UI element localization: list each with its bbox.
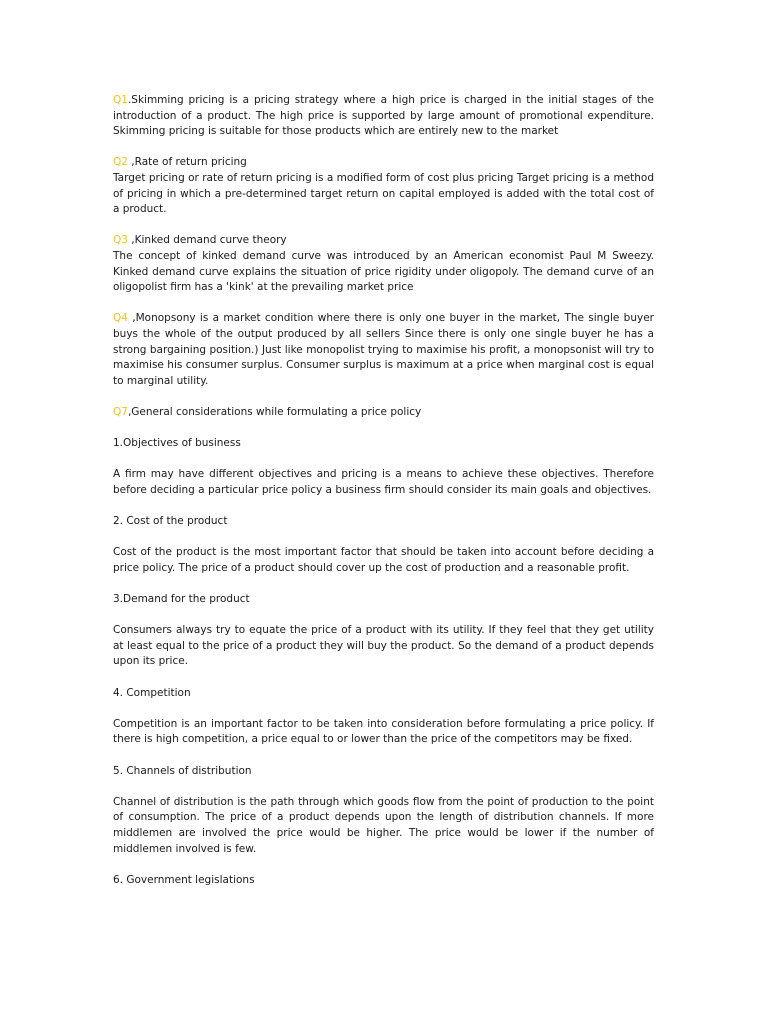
section-body: Consumers always try to equate the price of a product with its utility. If they feel that they get utility at least equal to the price of a product they will buy the product. So the demand of a product depends upon its price. bbox=[113, 624, 654, 668]
q1-marker: Q1 bbox=[113, 94, 128, 106]
q3-body: The concept of kinked demand curve was introduced by an American economist Paul M Sweezy. Kinked demand curve explains the situation of price rigidity under oligopoly. The demand curve of an oligopolist firm has a 'kink' at the prevailing market price bbox=[113, 249, 654, 294]
section-heading: 3.Demand for the product bbox=[113, 593, 250, 605]
section-heading: 5. Channels of distribution bbox=[113, 764, 252, 777]
q2-marker: Q2 bbox=[113, 156, 128, 169]
q3-heading-line bbox=[113, 233, 654, 249]
section-heading: 4. Competition bbox=[113, 686, 191, 699]
section-heading: 6. Government legislations bbox=[113, 873, 255, 886]
document-page bbox=[113, 93, 654, 904]
q2-paragraph bbox=[113, 155, 654, 217]
q1-paragraph bbox=[113, 93, 654, 140]
q2-heading: ,Rate of return pricing bbox=[127, 156, 247, 169]
section-heading: 2. Cost of the product bbox=[113, 515, 228, 528]
q2-heading-line bbox=[113, 155, 654, 171]
q1-text: .Skimming pricing is a pricing strategy where a high price is charged in the initial stages of the introduction of a product. The high price is supported by large amount of promotional expenditure. Skimming pricing is suitable for those products which are entirely new to the market bbox=[113, 94, 654, 138]
q2-body: Target pricing or rate of return pricing is a modified form of cost plus pricing Target pricing is a method of pricing in which a pre-determined target return on capital employed is added with the total cost of a product. bbox=[113, 171, 654, 216]
q4-text: ,Monopsony is a market condition where there is only one buyer in the market, The single buyer buys the whole of the output produced by all sellers Since there is only one single buyer he has a strong bargaining position.) Just like monopolist trying to maximise his profit, a monopsonist will try to maximise his consumer surplus. Consumer surplus is maximum at a price when marginal cost is equal to marginal utility. bbox=[113, 312, 654, 387]
q4-paragraph bbox=[113, 311, 654, 389]
q7-heading-paragraph bbox=[113, 405, 654, 421]
q7-marker: Q7 bbox=[113, 405, 128, 418]
section-body: A firm may have different objectives and pricing is a means to achieve these objectives. Therefore before deciding a particular price policy a business firm should consider its main goals and objectives. bbox=[113, 468, 654, 496]
section-body: Channel of distribution is the path through which goods flow from the point of production to the point of consumption. The price of a product depends upon the length of distribution channels. If more middlemen are involved the price would be higher. The price would be lower if the number of middlemen involved is few. bbox=[113, 795, 654, 855]
q3-marker: Q3 bbox=[113, 234, 128, 247]
q4-marker: Q4 bbox=[113, 312, 128, 325]
section-body: Competition is an important factor to be taken into consideration before formulating a price policy. If there is high competition, a price equal to or lower than the price of the competitors may be fixed. bbox=[113, 717, 654, 746]
section-body: Cost of the product is the most important factor that should be taken into account before deciding a price policy. The price of a product should cover up the cost of production and a reasonable profit. bbox=[113, 546, 654, 574]
q7-heading: ,General considerations while formulating a price policy bbox=[127, 405, 422, 418]
q3-heading: ,Kinked demand curve theory bbox=[127, 234, 287, 247]
q3-paragraph bbox=[113, 233, 654, 295]
section-heading: 1.Objectives of business bbox=[113, 437, 241, 450]
